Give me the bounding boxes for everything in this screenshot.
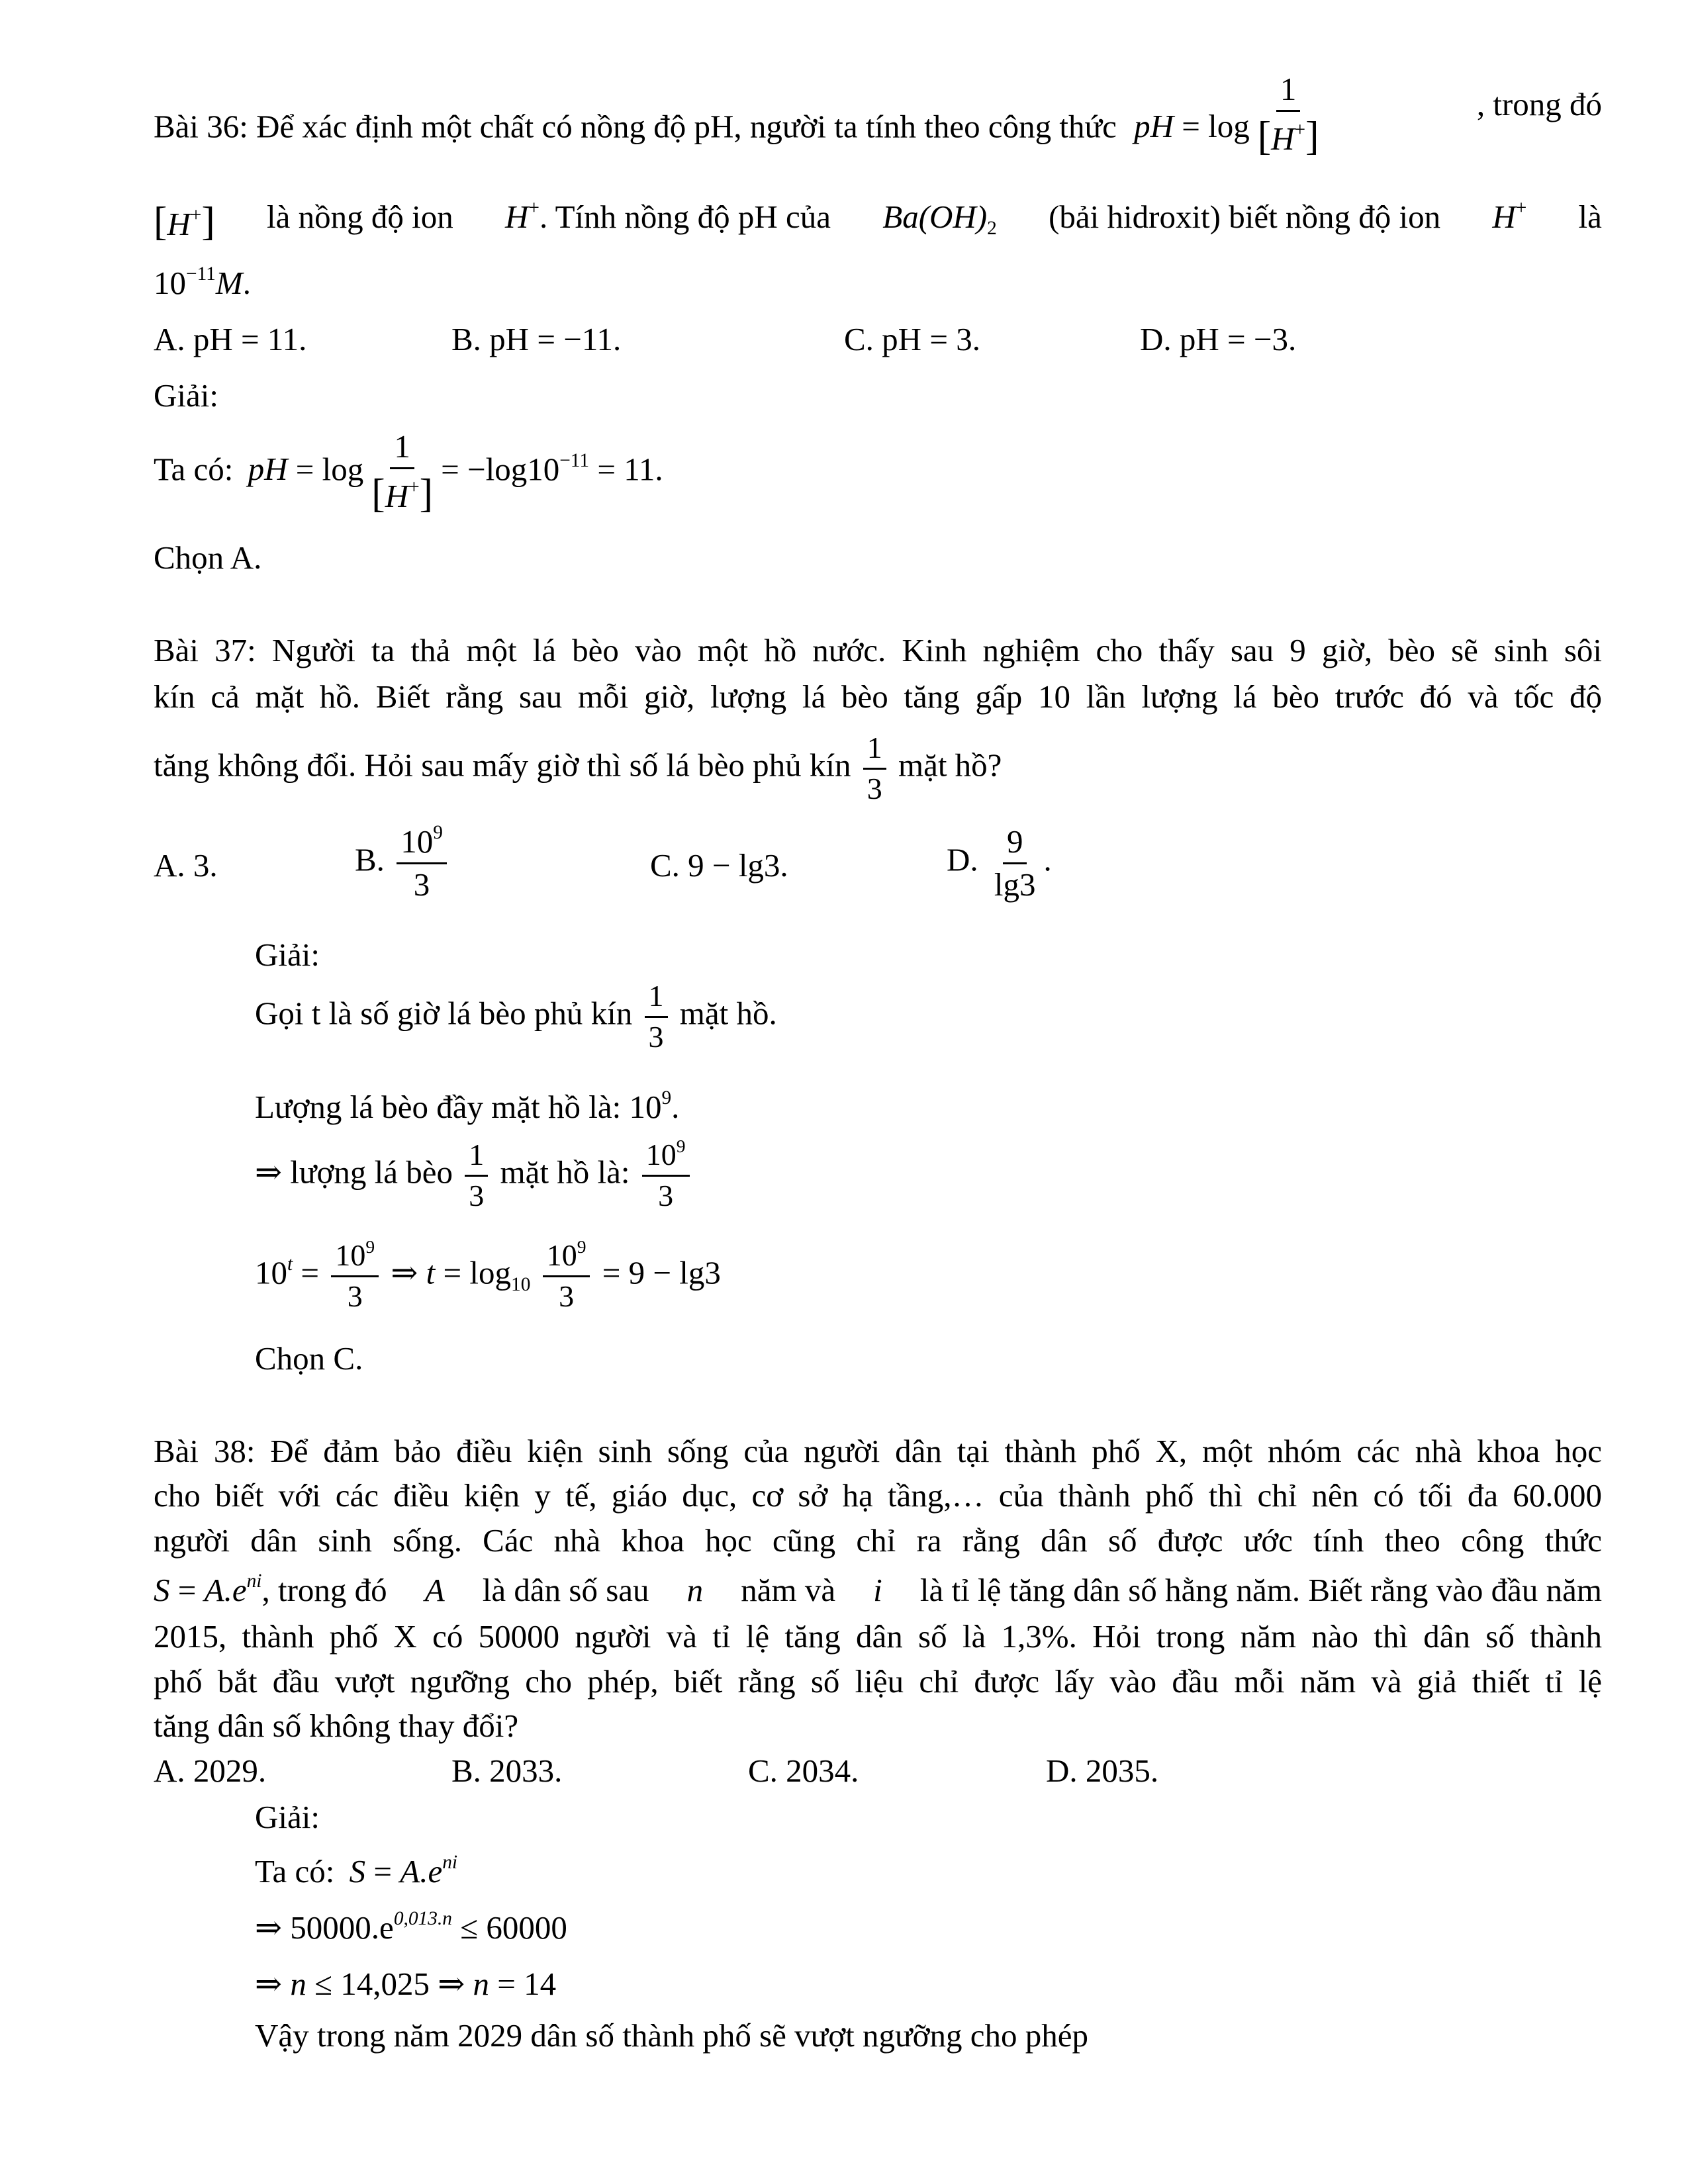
b36-line2-a: là nồng độ ion [267,199,453,235]
b36-sol-fraction: $\frac{1}{[H^+]}$ [371,428,434,516]
b36-option-d: D. pH = −3. [1140,321,1297,357]
b37-option-a: A. 3. [154,847,218,884]
b36-chon: Chọn A. [154,539,262,576]
b38-line2: cho biết với các điều kiện y tế, giáo dục, cơ sở hạ tầng,… của thành phố thì chỉ nên có tối đa 60.000 [154,1477,1602,1514]
b38-line1: Bài 38: Để đảm bảo điều kiện sinh sống của người dân tại thành phố X, một nhóm các nhà khoa học [154,1433,1602,1469]
b36-option-b: B. pH = −11. [451,321,622,357]
b38-step1: Ta có: $S = A.e^{ni}$ [255,1852,458,1889]
b36-fraction: $\frac{1}{[H^+]}$ [1257,71,1319,159]
b38-option-a: A. 2029. [154,1752,267,1789]
b36-formula: pH = log $\frac{1}{[H^+]}$ [1134,108,1327,144]
b38-line6: phố bắt đầu vượt ngưỡng cho phép, biết rằng số liệu chỉ được lấy vào đầu mỗi năm và giả thiết tỉ lệ [154,1663,1602,1700]
b38-option-d: D. 2035. [1046,1752,1159,1789]
b36-line2: [H+] là nồng độ ion H+. Tính nồng độ pH của $Ba(OH)_2$ (bải hidroxit) biết nồng độ ion H+ là [154,197,1602,244]
b36-line3: $10^{-11}M$. [154,263,251,301]
b37-fraction-one-third: $\frac{1}{3}$ [863,731,886,805]
b37-line2: kín cả mặt hồ. Biết rằng sau mỗi giờ, lượng lá bèo tăng gấp 10 lần lượng lá bèo trước đó và tốc độ [154,678,1602,715]
b36-line2-c: (bải hidroxit) biết nồng độ ion [1049,199,1441,235]
b36-option-c: C. pH = 3. [844,321,980,357]
b38-option-b: B. 2033. [451,1752,563,1789]
b38-line3: người dân sinh sống. Các nhà khoa học cũng chỉ ra rằng dân số được ước tính theo công thức [154,1522,1602,1559]
b37-giai: Giải: [255,936,320,973]
b38-step2: ⇒ $50000.e^{0,013.n} \le 60000$ [255,1908,567,1946]
b38-line5: 2015, thành phố X có 50000 người và tỉ lệ tăng dân số là 1,3%. Hỏi trong năm nào thì dân số thành [154,1618,1602,1655]
b37-option-d: D. $\frac{9}{\lg 3}$ . [947,823,1052,903]
b37-line1: Bài 37: Người ta thả một lá bèo vào một hồ nước. Kinh nghiệm cho thấy sau 9 giờ, bèo sẽ sinh sôi [154,632,1602,668]
b37-chon: Chọn C. [255,1340,363,1377]
b36-baoh: Ba(OH) [882,199,988,235]
b38-conclusion: Vậy trong năm 2029 dân số thành phố sẽ vượt ngưỡng cho phép [255,2017,1088,2054]
b37-option-b: B. $\frac{10^9}{3}$ [355,824,451,903]
b37-step2: Lượng lá bèo đầy mặt hồ là: $10^9$. [255,1087,680,1125]
b37-step4: 10$^t$ = $\frac{10^9}{3}$ ⇒ $t = \log_{10}$ $\frac{10^9}{3}$ = 9 − lg3 [255,1236,721,1313]
b37-line3: tăng không đổi. Hỏi sau mấy giờ thì số lá bèo phủ kín $\frac{1}{3}$ mặt hồ? [154,731,1002,805]
b38-line7: tăng dân số không thay đổi? [154,1707,519,1744]
b38-step3: ⇒ n ≤ 14,025 ⇒ n = 14 [255,1966,557,2002]
b36-option-a: A. pH = 11. [154,321,307,357]
b36-line1-text: Bài 36: Để xác định một chất có nồng độ pH, người ta tính theo công thức [154,108,1117,145]
b37-step3: ⇒ lượng lá bèo $\frac{1}{3}$ mặt hồ là: $\frac{10^9}{3}$ [255,1138,694,1212]
b36-line1 [154,71,1602,173]
b37-step1: Gọi t là số giờ lá bèo phủ kín $\frac{1}{3}$ mặt hồ. [255,979,777,1054]
b36-solution: Ta có: pH = log $\frac{1}{[H^+]}$ = $-\log 10^{-11} = 11$. [154,428,663,516]
b36-line1-tail: , trong đó [1476,86,1602,122]
b38-line4: $S = A.e^{ni}$, trong đó A là dân số sau n năm và i là tỉ lệ tăng dân số hằng năm. Biết rằng vào đầu năm [154,1570,1602,1608]
b38-giai: Giải: [255,1799,320,1835]
b36-giai: Giải: [154,377,218,414]
b38-option-c: C. 2034. [748,1752,859,1789]
b37-option-c: C. 9 − lg3. [650,847,788,884]
